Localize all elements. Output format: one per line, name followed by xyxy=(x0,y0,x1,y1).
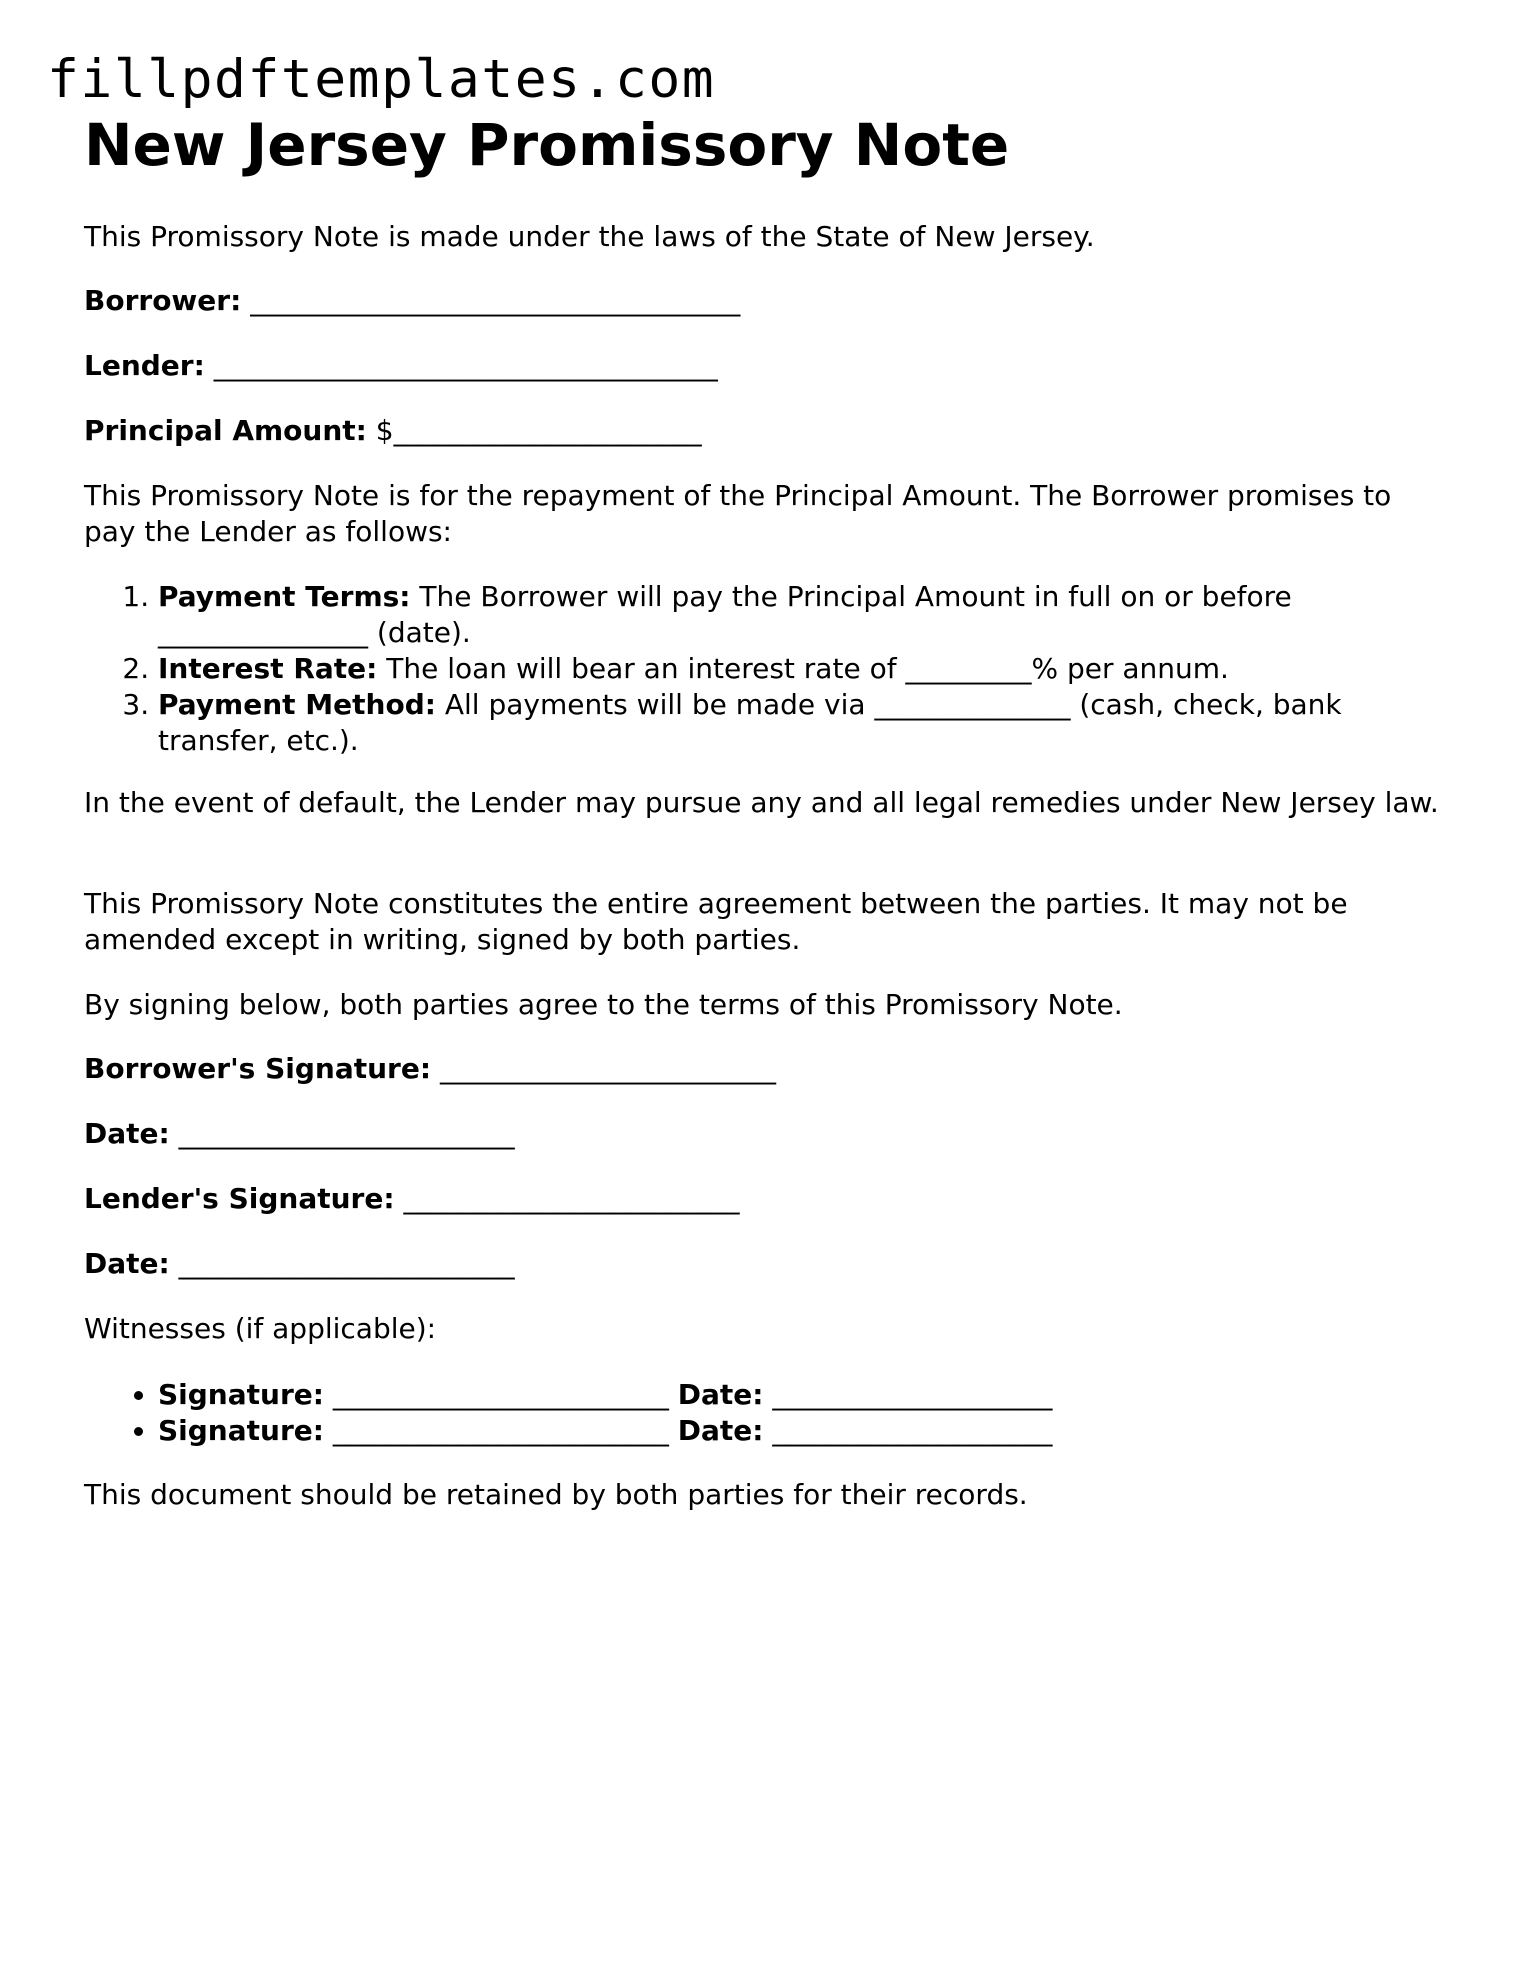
witness-date-blank[interactable]: ____________________ xyxy=(772,1414,1053,1447)
lender-signature-blank[interactable]: ________________________ xyxy=(403,1182,740,1215)
principal-amount-label: Principal Amount: xyxy=(84,414,367,447)
list-item xyxy=(158,651,1444,687)
entire-agreement-paragraph: This Promissory Note constitutes the entire agreement between the parties. It may not be amended except in writing, signed by both parties. xyxy=(84,887,1348,956)
lender-field xyxy=(84,348,718,384)
retention-note: This document should be retained by both parties for their records. xyxy=(84,1478,1028,1511)
payment-method-label: Payment Method: xyxy=(158,688,436,721)
list-item xyxy=(158,1413,1052,1449)
lender-label: Lender: xyxy=(84,349,205,382)
borrower-signature-blank[interactable]: ________________________ xyxy=(439,1052,776,1085)
witness-signature-label: Signature: xyxy=(158,1378,324,1411)
lender-blank[interactable]: ____________________________________ xyxy=(213,349,718,382)
borrower-date-label: Date: xyxy=(84,1117,170,1150)
default-clause-paragraph: In the event of default, the Lender may pursue any and all legal remedies under New Jersey law. xyxy=(84,786,1439,819)
list-item xyxy=(158,687,1444,759)
intro-paragraph: This Promissory Note is made under the laws of the State of New Jersey. xyxy=(84,220,1095,253)
agreement-statement: By signing below, both parties agree to the terms of this Promissory Note. xyxy=(84,988,1123,1021)
borrower-signature-label: Borrower's Signature: xyxy=(84,1052,432,1085)
witness-date-label: Date: xyxy=(677,1378,764,1411)
witness-signature-label: Signature: xyxy=(158,1414,324,1447)
witness-date-blank[interactable]: ____________________ xyxy=(772,1378,1053,1411)
principal-amount-blank[interactable]: $______________________ xyxy=(375,414,702,447)
witness-list xyxy=(84,1377,1052,1449)
payment-method-text: All payments will be made via ______________ (cash, check, bank transfer, etc.). xyxy=(158,688,1342,757)
interest-rate-text: The loan will bear an interest rate of _________% per annum. xyxy=(386,652,1229,685)
witness-signature-blank[interactable]: ________________________ xyxy=(332,1414,669,1447)
borrower-field xyxy=(84,283,740,319)
lender-date-field xyxy=(84,1246,515,1282)
witness-signature-blank[interactable]: ________________________ xyxy=(332,1378,669,1411)
borrower-blank[interactable]: ___________________________________ xyxy=(250,284,741,317)
lender-signature-field xyxy=(84,1181,739,1217)
witness-date-label: Date: xyxy=(677,1414,764,1447)
witnesses-heading: Witnesses (if applicable): xyxy=(84,1312,437,1345)
purpose-paragraph: This Promissory Note is for the repayment of the Principal Amount. The Borrower promises to pay the Lender as follows: xyxy=(84,479,1392,548)
list-item xyxy=(158,1377,1052,1413)
document-title: New Jersey Promissory Note xyxy=(84,111,1010,179)
borrower-label: Borrower: xyxy=(84,284,242,317)
interest-rate-label: Interest Rate: xyxy=(158,652,378,685)
payment-terms-label: Payment Terms: xyxy=(158,580,411,613)
lender-date-label: Date: xyxy=(84,1247,170,1280)
borrower-date-field xyxy=(84,1116,515,1152)
list-item xyxy=(158,579,1444,651)
lender-signature-label: Lender's Signature: xyxy=(84,1182,395,1215)
payment-terms-list xyxy=(84,579,1444,759)
payment-terms-text: The Borrower will pay the Principal Amount in full on or before _______________ (date). xyxy=(158,580,1292,649)
lender-date-blank[interactable]: ________________________ xyxy=(178,1247,515,1280)
principal-amount-field xyxy=(84,413,702,449)
borrower-date-blank[interactable]: ________________________ xyxy=(178,1117,515,1150)
borrower-signature-field xyxy=(84,1051,776,1087)
watermark-text: fillpdftemplates.com xyxy=(47,49,716,110)
